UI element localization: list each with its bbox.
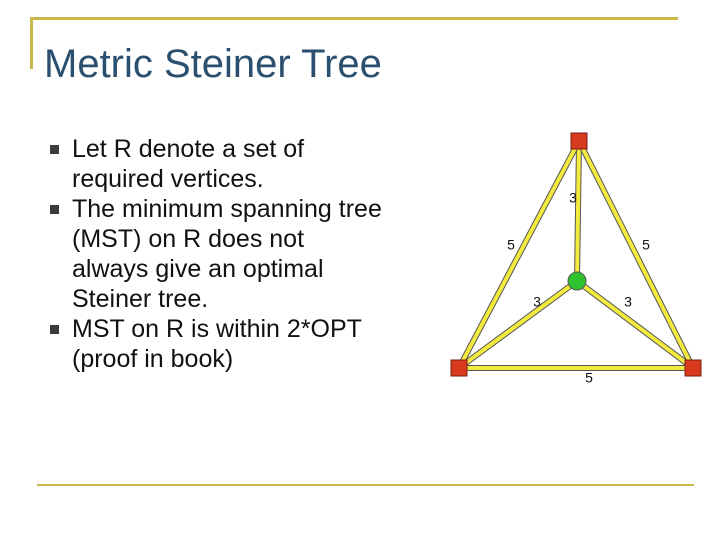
edge-top-center [577, 141, 579, 281]
edge-weight-label-left-right: 5 [585, 369, 593, 386]
required-node-left [451, 360, 467, 376]
edge-weight-label-top-right: 5 [642, 236, 650, 253]
edge-weight-label-top-left: 5 [507, 236, 515, 253]
edge-right-center [577, 281, 693, 368]
bullet-text: The minimum spanning tree (MST) on R does not always give an optimal Steiner tree. [72, 195, 382, 313]
bullet-text: MST on R is within 2*OPT (proof in book) [72, 315, 362, 373]
edge-left-center [459, 281, 577, 368]
edge-weight-label-right-center: 3 [624, 293, 632, 310]
edge-weight-label-top-center: 3 [569, 189, 577, 206]
edge-weight-label-left-center: 3 [533, 293, 541, 310]
edge-top-left [459, 141, 579, 368]
required-node-right [685, 360, 701, 376]
slide-title: Metric Steiner Tree [44, 42, 382, 86]
steiner-node-center [568, 272, 586, 290]
required-node-top [571, 133, 587, 149]
bullet-text: Let R denote a set of required vertices. [72, 135, 305, 193]
edge-top-right [579, 141, 693, 368]
edge-layer [459, 141, 693, 368]
